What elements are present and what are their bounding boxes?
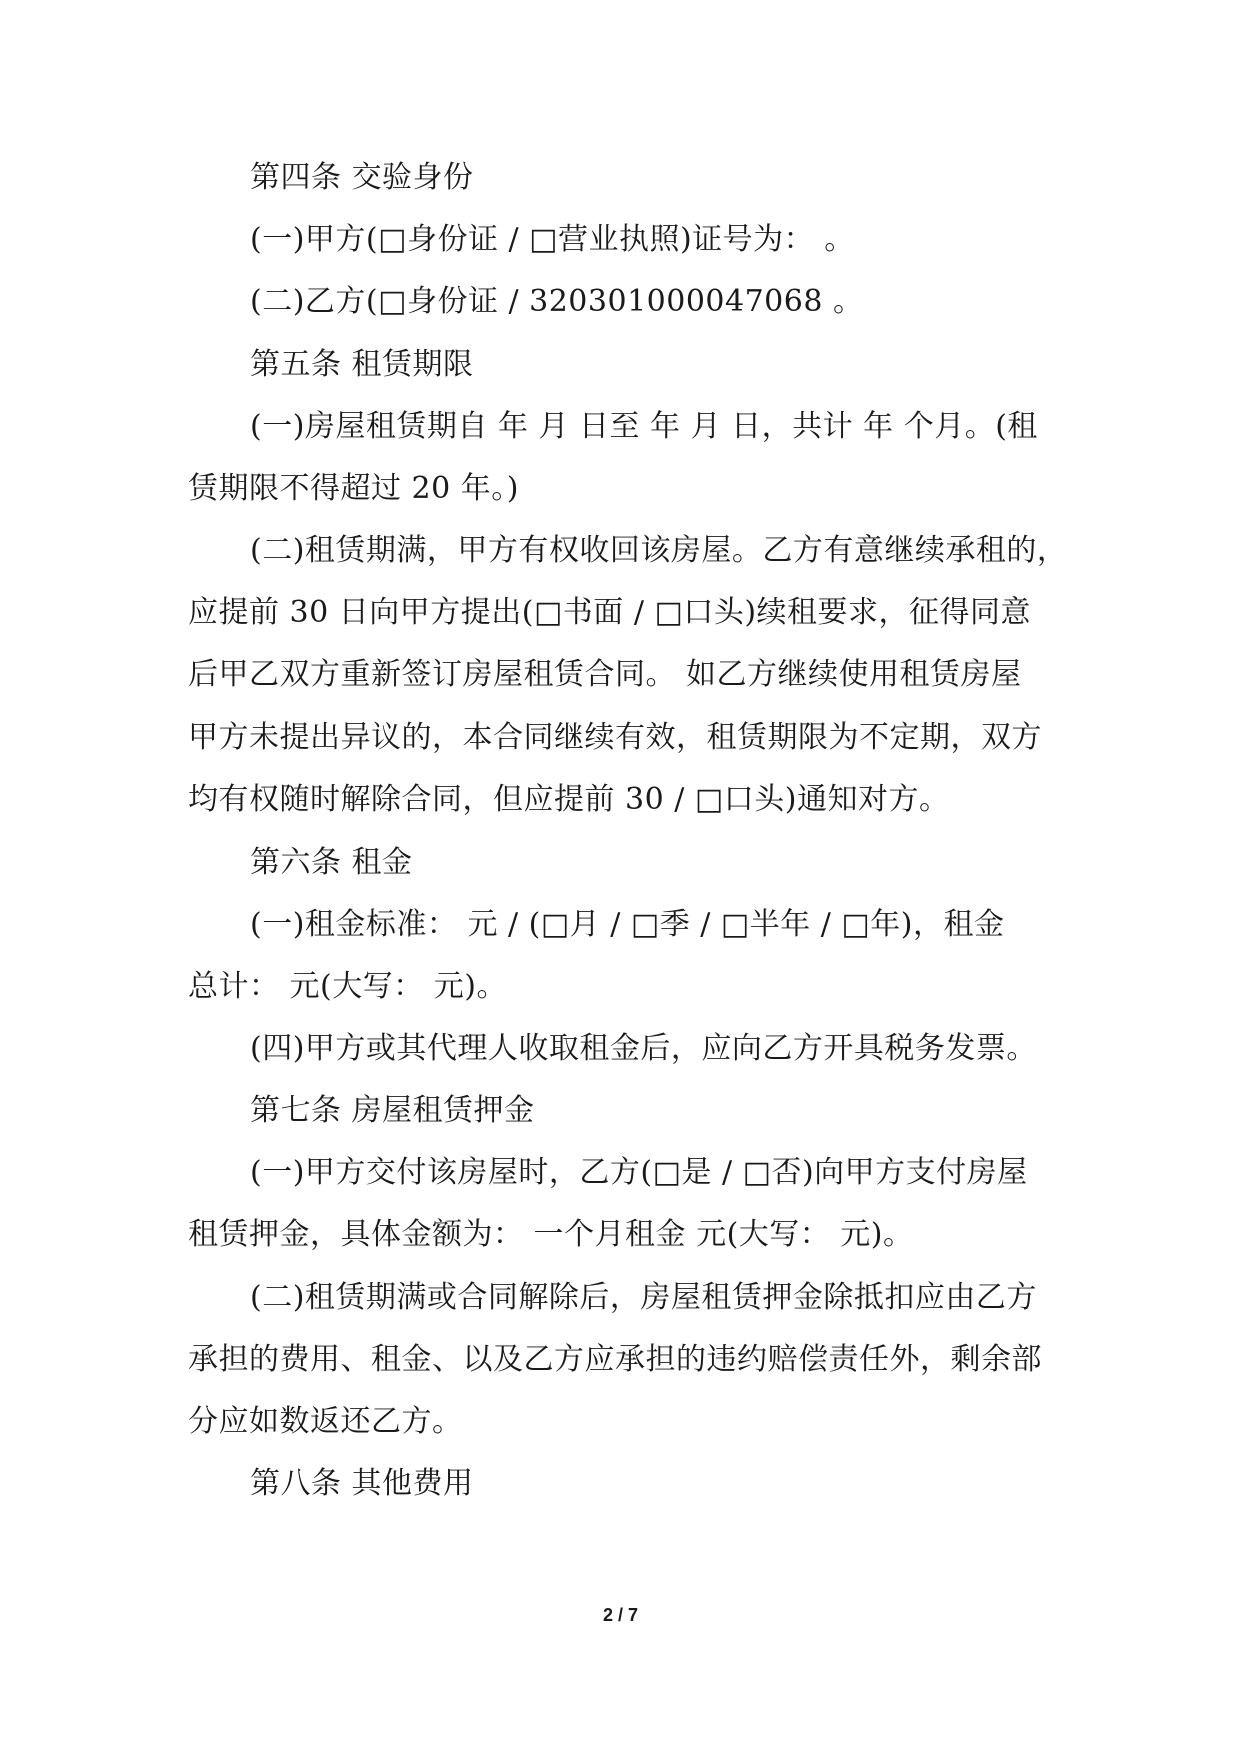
section-heading-7: 第七条 房屋租赁押金 bbox=[250, 1093, 535, 1128]
section-heading-5: 第五条 租赁期限 bbox=[250, 347, 474, 382]
paragraph-line: (一)甲方(□身份证 / □营业执照)证号为： 。 bbox=[250, 222, 855, 257]
paragraph-line: 分应如数返还乙方。 bbox=[188, 1404, 463, 1439]
page-number: 2 / 7 bbox=[602, 1605, 639, 1625]
paragraph-line: (一)甲方交付该房屋时，乙方(□是 / □否)向甲方支付房屋 bbox=[250, 1155, 1028, 1190]
paragraph-line: (二)租赁期满或合同解除后，房屋租赁押金除抵扣应由乙方 bbox=[250, 1280, 1037, 1315]
paragraph-line: 均有权随时解除合同，但应提前 30 / □口头)通知对方。 bbox=[188, 782, 950, 817]
section-heading-6: 第六条 租金 bbox=[250, 845, 413, 880]
paragraph-line: 甲方未提出异议的，本合同继续有效，租赁期限为不定期，双方 bbox=[188, 720, 1042, 755]
paragraph-line: (一)租金标准： 元 / (□月 / □季 / □半年 / □年)，租金 bbox=[250, 907, 1005, 942]
paragraph-line: 租赁押金，具体金额为： 一个月租金 元(大写： 元)。 bbox=[188, 1217, 914, 1252]
paragraph-line: 总计： 元(大写： 元)。 bbox=[188, 969, 507, 1004]
section-heading-8: 第八条 其他费用 bbox=[250, 1466, 474, 1501]
section-heading-4: 第四条 交验身份 bbox=[250, 160, 474, 195]
paragraph-line: 赁期限不得超过 20 年。) bbox=[188, 471, 519, 506]
paragraph-line: 后甲乙双方重新签订房屋租赁合同。 如乙方继续使用租赁房屋 bbox=[188, 657, 1022, 692]
paragraph-line: 承担的费用、租金、以及乙方应承担的违约赔偿责任外，剩余部 bbox=[188, 1342, 1042, 1377]
paragraph-line: (一)房屋租赁期自 年 月 日至 年 月 日，共计 年 个月。(租 bbox=[250, 409, 1038, 444]
paragraph-line: (二)租赁期满，甲方有权收回该房屋。乙方有意继续承租的， bbox=[250, 533, 1068, 568]
paragraph-line: (二)乙方(□身份证 / 320301000047068 。 bbox=[250, 284, 864, 319]
paragraph-line: (四)甲方或其代理人收取租金后，应向乙方开具税务发票。 bbox=[250, 1031, 1037, 1066]
paragraph-line: 应提前 30 日向甲方提出(□书面 / □口头)续租要求，征得同意 bbox=[188, 595, 1032, 630]
